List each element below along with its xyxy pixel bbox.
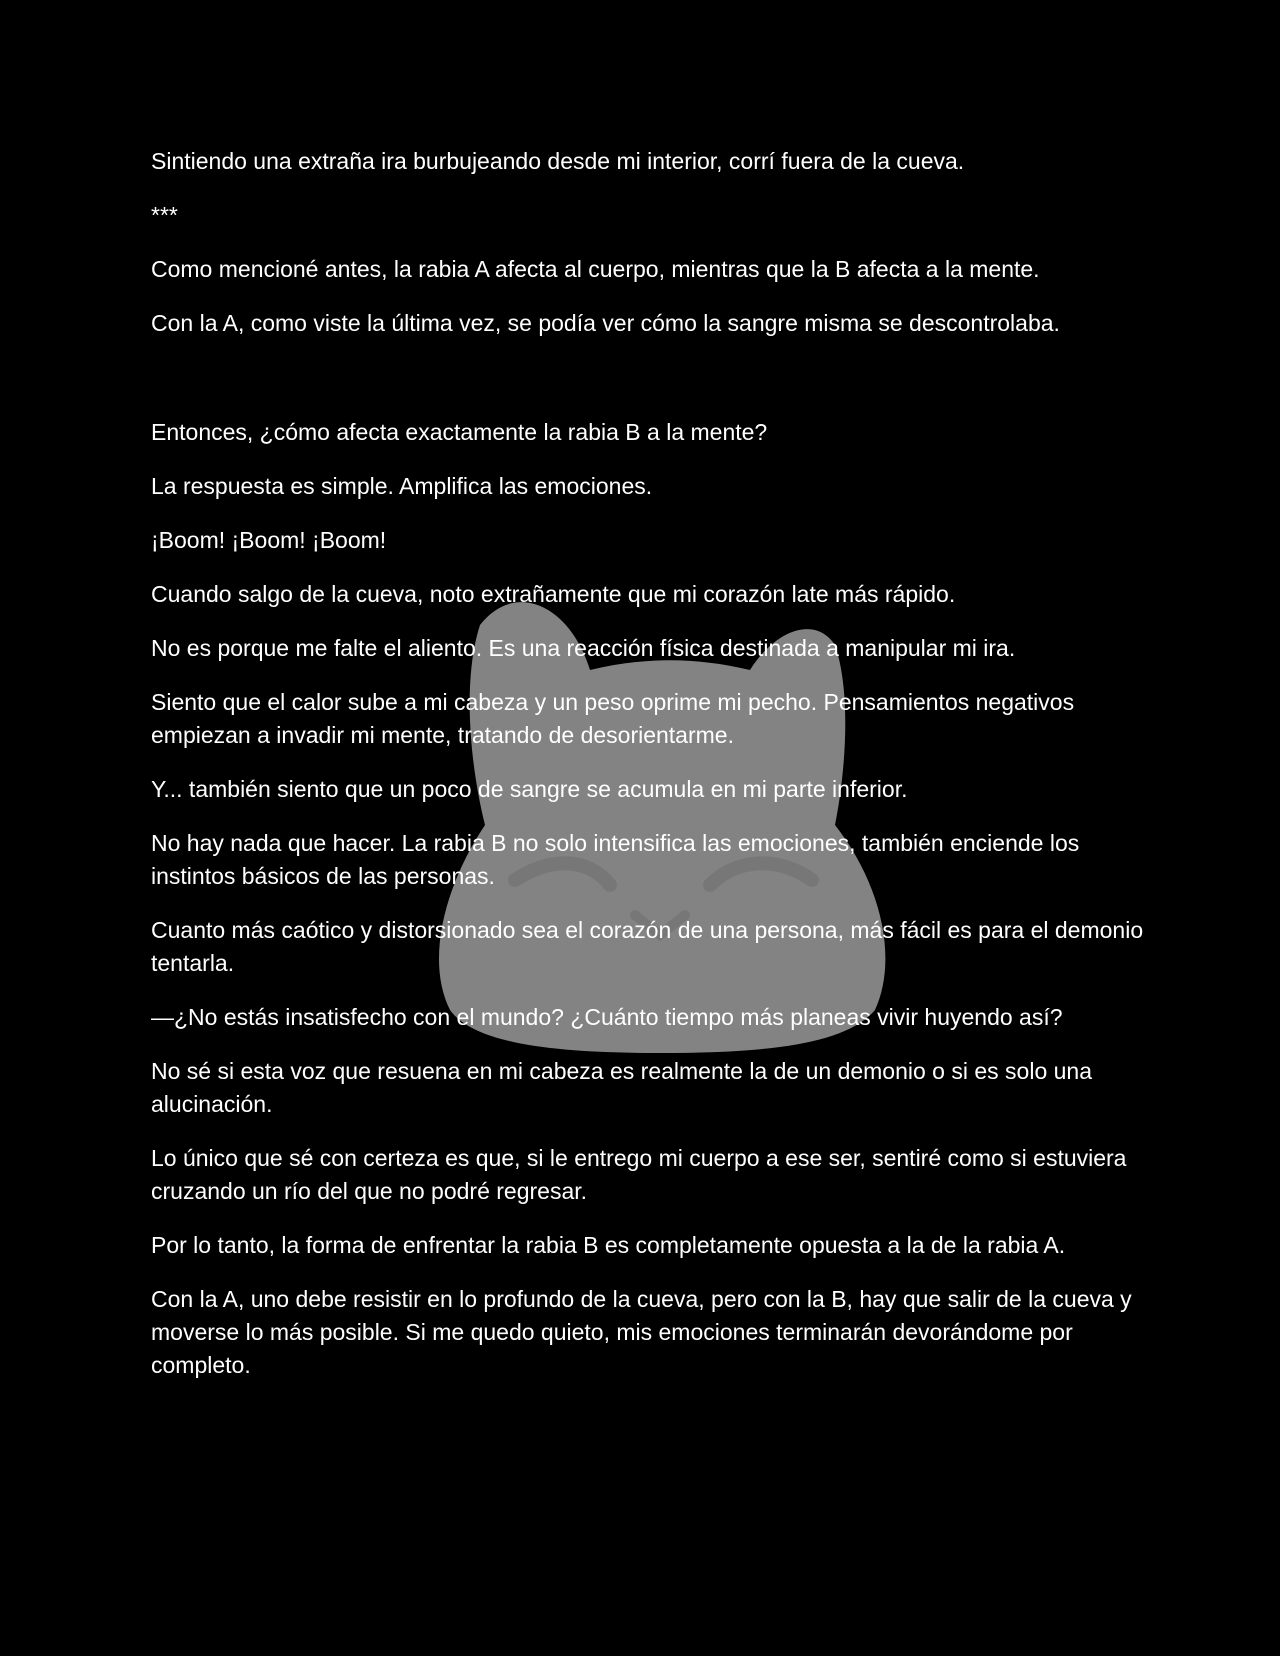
dialogue-line: —¿No estás insatisfecho con el mundo? ¿Cuánto tiempo más planeas vivir huyendo así? (151, 1004, 1063, 1030)
paragraph: ¡Boom! ¡Boom! ¡Boom! (151, 527, 387, 553)
scene-break: *** (151, 202, 178, 228)
paragraph: Lo único que sé con certeza es que, si le entrego mi cuerpo a ese ser, sentiré como si estuviera cruzando un río del que no podré regresar. (151, 1145, 1127, 1204)
paragraph: Por lo tanto, la forma de enfrentar la rabia B es completamente opuesta a la de la rabia A. (151, 1232, 1066, 1258)
story-text (151, 145, 1151, 1403)
paragraph: La respuesta es simple. Amplifica las emociones. (151, 473, 653, 499)
paragraph: Entonces, ¿cómo afecta exactamente la rabia B a la mente? (151, 419, 768, 445)
paragraph: No sé si esta voz que resuena en mi cabeza es realmente la de un demonio o si es solo una alucinación. (151, 1058, 1093, 1117)
paragraph: Sintiendo una extraña ira burbujeando desde mi interior, corrí fuera de la cueva. (151, 148, 965, 174)
paragraph: Con la A, uno debe resistir en lo profundo de la cueva, pero con la B, hay que salir de la cueva y moverse lo más posible. Si me quedo quieto, mis emociones terminarán devorándome por completo. (151, 1286, 1132, 1378)
paragraph: No es porque me falte el aliento. Es una reacción física destinada a manipular mi ira. (151, 635, 1016, 661)
paragraph: Con la A, como viste la última vez, se podía ver cómo la sangre misma se descontrolaba. (151, 310, 1060, 336)
paragraph: Cuando salgo de la cueva, noto extrañamente que mi corazón late más rápido. (151, 581, 956, 607)
paragraph: No hay nada que hacer. La rabia B no solo intensifica las emociones, también enciende los instintos básicos de las personas. (151, 830, 1080, 889)
paragraph: Y... también siento que un poco de sangre se acumula en mi parte inferior. (151, 776, 908, 802)
paragraph: Cuanto más caótico y distorsionado sea el corazón de una persona, más fácil es para el demonio tentarla. (151, 917, 1144, 976)
paragraph: Como mencioné antes, la rabia A afecta al cuerpo, mientras que la B afecta a la mente. (151, 256, 1040, 282)
paragraph: Siento que el calor sube a mi cabeza y un peso oprime mi pecho. Pensamientos negativos empiezan a invadir mi mente, tratando de desorientarme. (151, 689, 1075, 748)
